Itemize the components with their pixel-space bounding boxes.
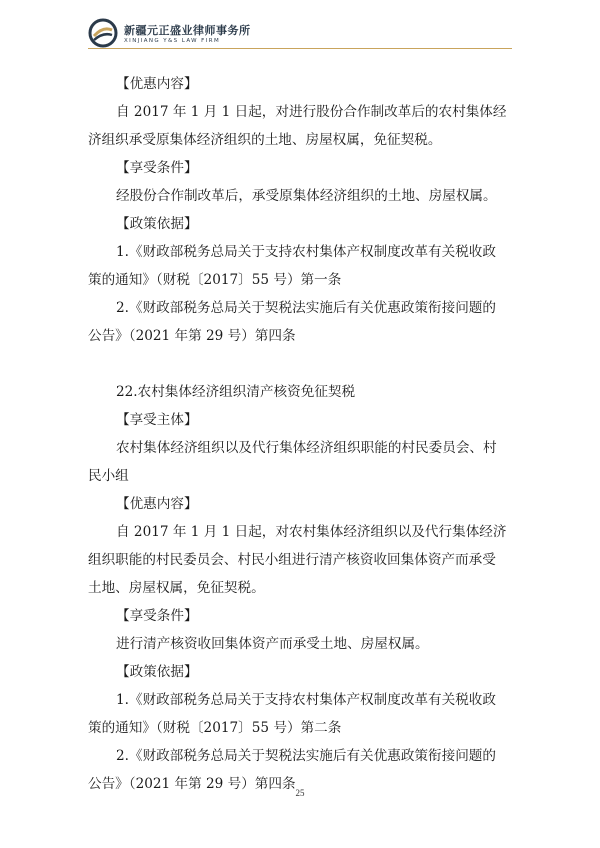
condition-heading: 【享受条件】 [116,608,198,624]
benefit-text: 自 2017 年 1 月 1 日起，对农村集体经济组织以及代行集体经济 [116,524,507,540]
basis-item: 公告》（2021 年第 29 号）第四条 [88,776,296,792]
header-divider [88,48,512,49]
benefit-text: 组织职能的村民委员会、村民小组进行清产核资收回集体资产而承受 [88,552,496,568]
benefit-heading: 【优惠内容】 [116,76,198,92]
subject-text: 民小组 [88,468,129,484]
basis-item: 2.《财政部税务总局关于契税法实施后有关优惠政策衔接问题的 [116,300,496,316]
benefit-text: 济组织承受原集体经济组织的土地、房屋权属，免征契税。 [88,132,442,148]
basis-heading: 【政策依据】 [116,216,198,232]
benefit-heading: 【优惠内容】 [116,496,198,512]
document-body [88,70,512,798]
basis-item: 1.《财政部税务总局关于支持农村集体产权制度改革有关税收政 [116,692,496,708]
section-title: 22.农村集体经济组织清产核资免征契税 [116,384,356,400]
firm-name-en: XINJIANG Y&S LAW FIRM [124,38,221,44]
basis-heading: 【政策依据】 [116,664,198,680]
section-spacer [88,350,512,378]
subject-heading: 【享受主体】 [116,412,198,428]
condition-text: 经股份合作制改革后，承受原集体经济组织的土地、房屋权属。 [116,188,497,204]
benefit-text: 自 2017 年 1 月 1 日起，对进行股份合作制改革后的农村集体经 [116,104,507,120]
basis-item: 策的通知》（财税〔2017〕55 号）第一条 [88,272,342,288]
condition-heading: 【享受条件】 [116,160,198,176]
benefit-text: 土地、房屋权属，免征契税。 [88,580,265,596]
basis-item: 1.《财政部税务总局关于支持农村集体产权制度改革有关税收政 [116,244,496,260]
condition-text: 进行清产核资收回集体资产而承受土地、房屋权属。 [116,636,429,652]
basis-item: 策的通知》（财税〔2017〕55 号）第二条 [88,720,342,736]
basis-item: 2.《财政部税务总局关于契税法实施后有关优惠政策衔接问题的 [116,748,496,764]
firm-logo-icon [88,18,118,48]
firm-name-cn: 新疆元正盛业律师事务所 [124,24,251,37]
basis-item: 公告》（2021 年第 29 号）第四条 [88,328,296,344]
subject-text: 农村集体经济组织以及代行集体经济组织职能的村民委员会、村 [116,440,497,456]
page-number: 25 [295,788,305,798]
